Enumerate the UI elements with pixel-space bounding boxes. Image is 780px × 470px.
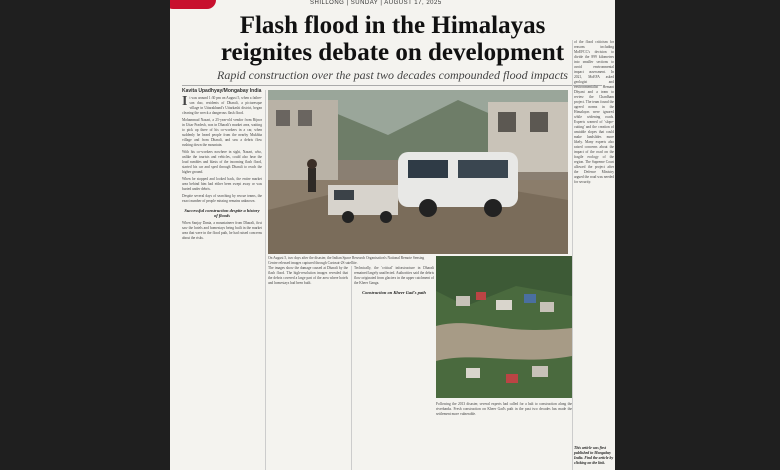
column-4 <box>436 402 572 470</box>
paragraph: The images show the damage caused at Dharali by the flash flood. The high-resolution images revealed that the debris covered a large part of the area where hotels and homestays had been built. <box>268 266 348 285</box>
paragraph: Technically, the 'critical' infrastructure in Dharali remained largely unaffected. Authorities said the debris flow originated from glaciers in the upper catchment of the Kheer Ganga. <box>354 266 434 285</box>
section-heading: Construction on Kheer Gad's path <box>362 290 426 295</box>
headline <box>170 12 615 66</box>
left-background <box>0 0 170 470</box>
flood-photo-svg <box>268 90 568 254</box>
divider <box>182 85 602 86</box>
right-background <box>615 0 780 470</box>
subheadline: Rapid construction over the past two decades compounded flood impacts <box>217 68 568 82</box>
paragraph: When he stopped and looked back, the entire market area behind him had either been swept away or was buried under debris. <box>182 177 262 191</box>
column-rule <box>572 40 573 470</box>
masthead <box>170 0 615 8</box>
flood-photo-main <box>268 90 568 254</box>
paragraph: Mohammad Nazari, a 25-year-old vendor from Bijnor in Uttar Pradesh, was in Dharali's market area, waiting to pick up three of his co-workers in a car, when suddenly he heard people from the nearby Mukhba village and from Dharali, and saw a debris flow rushing down the mountain. <box>182 118 262 147</box>
column-rule <box>265 90 266 470</box>
lead-paragraph: t was around 1:30 pm on August 5, when a father-son duo, residents of Dharali, a picturesque village in Uttarakhand's Uttarkashi district, began clearing the wreck a dangerous flash flood. <box>182 96 262 115</box>
right-column <box>574 40 614 470</box>
headline-line-1: Flash flood in the Himalayas <box>239 12 546 39</box>
paragraph: With his co-workers nowhere in sight, Nazari, who, unlike the tourists and vehicles, could also hear the loud rumbles and blasts of the incoming flash flood, started his car and sped through Dharali to reach the higher ground. <box>182 150 262 174</box>
paragraph: When Sanjay Dania, a mountaineer from Dharali, first saw the hotels and homestays being built in the market area that were in the flood path, he had raised concerns about the risks. <box>182 221 262 240</box>
byline: Kavita Upadhyay/Mongabay India <box>182 88 262 94</box>
end-note: This article was first published in Mongabay India. Find the article by clicking on the link. <box>574 446 614 465</box>
photo-caption: On August 5, two days after the disaster, the Indian Space Research Organisation's National Remote Sensing Centre released images captured through Cartosat-2S satellite. <box>268 256 425 265</box>
aerial-photo-svg <box>436 256 572 398</box>
column-2 <box>268 266 348 470</box>
headline-line-2: reignites debate on development <box>220 39 565 66</box>
column-1 <box>182 96 262 470</box>
aerial-photo <box>436 256 572 398</box>
paragraph: Despite several days of searching by rescue teams, the exact number of people missing remains unknown. <box>182 194 262 203</box>
paragraph: Following the 2013 disaster, several experts had called for a halt to construction along the riverbanks. Fresh construction on Kheer Gad's path in the past two decades has made the settlement more vulnerable. <box>436 402 572 416</box>
column-rule <box>351 266 352 470</box>
paragraph: of the flood criticism for reasons including MoEFCC's decision to divide the 899 kilometres into smaller sections to avoid environmental impact assessment. In 2021, MoEFA asked geologist and environmentalist Hemant Dhyani and a team to review the Chardham project. The team found the agreed norms in the Himalayas were ignored while widening roads. Experts warned of 'slope-cutting' and the creation of unstable slopes that could make landslides more likely. Many experts also raised concerns about the impact of the road on the fragile ecology of the region. The Supreme Court allowed the project after the Defence Ministry argued the road was needed for security. <box>574 40 614 184</box>
dateline: SHILLONG | SUNDAY | AUGUST 17, 2025 <box>310 0 442 6</box>
section-heading: Successful construction despite a history of floods <box>184 208 260 218</box>
newspaper-page <box>170 0 615 470</box>
drop-cap: I <box>182 96 188 109</box>
column-3 <box>354 266 434 470</box>
